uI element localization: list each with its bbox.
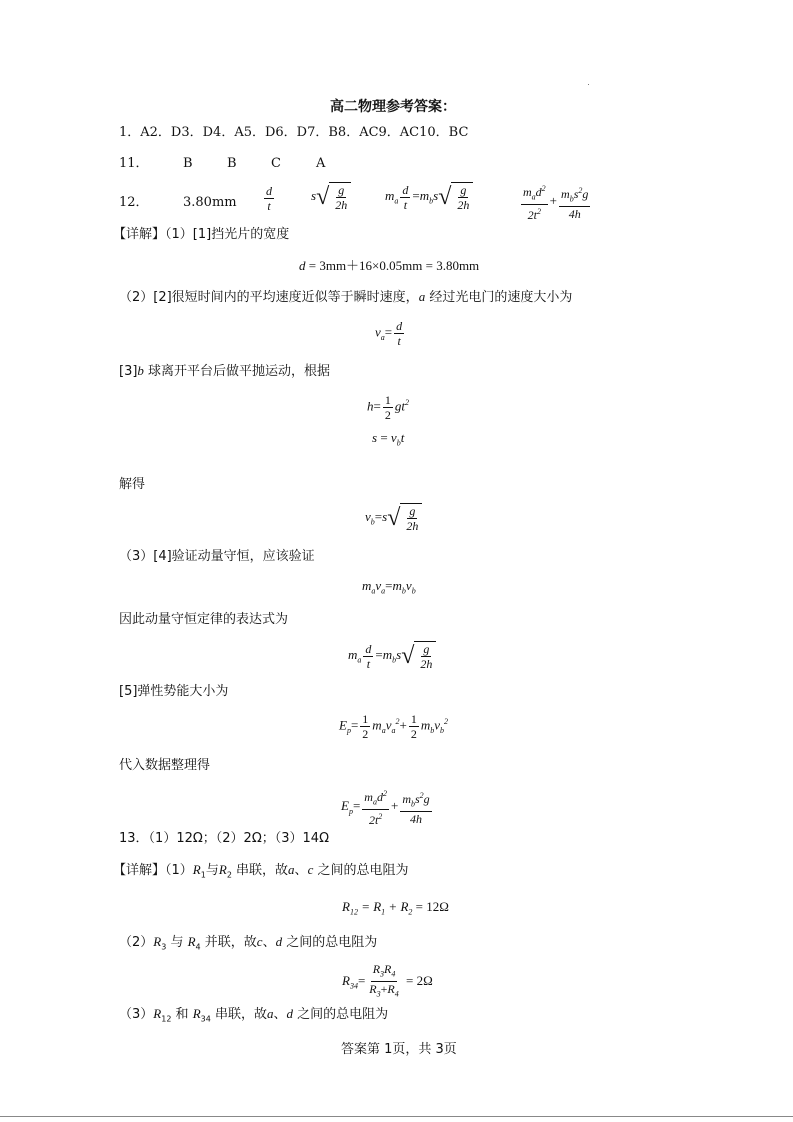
frac-numerator: 1 <box>410 712 417 726</box>
eq-d-rhs: = 3mm＋16×0.05mm = 3.80mm <box>308 258 480 273</box>
var-R: R <box>372 962 381 976</box>
sub-a: a <box>531 192 536 202</box>
text: 并联，故 <box>200 935 257 950</box>
var-s: s <box>382 508 388 524</box>
sub-b: b <box>392 655 397 665</box>
exponent: 2 <box>378 812 383 822</box>
var-s: s <box>396 646 402 662</box>
sub-12: 12 <box>349 907 358 917</box>
sub-12: 12 <box>161 1014 172 1024</box>
detail-4-line: （3）[4]验证动量守恒，应该验证 <box>119 549 315 564</box>
var-E: E <box>339 717 347 733</box>
eq-r12 <box>342 899 449 917</box>
sub-a: a <box>391 726 396 736</box>
frac-denominator: 2h <box>420 657 433 671</box>
sub-a: a <box>381 586 386 596</box>
var-R: R <box>187 934 196 949</box>
exponent: 2 <box>395 717 400 727</box>
frac-denominator: 2h <box>457 198 470 212</box>
eq-s <box>372 430 404 448</box>
frac-denominator: t <box>366 656 371 671</box>
q12-answer-2 <box>262 184 276 213</box>
var-m: m <box>420 717 431 733</box>
detail-label: 【详解】 <box>113 863 166 878</box>
text: 串联，故 <box>231 863 289 878</box>
var-m: m <box>348 646 358 662</box>
sub-1: 1 <box>381 907 386 917</box>
var-v: v <box>405 578 412 593</box>
detail-prefix: （3） <box>119 1007 154 1022</box>
page-title: 高二物理参考答案： <box>330 99 456 115</box>
sub-4: 4 <box>391 969 396 979</box>
plus-sign: + <box>399 717 407 733</box>
frac-numerator: 1 <box>362 712 369 726</box>
frac-numerator: 1 <box>384 393 391 407</box>
eq-ep <box>339 712 448 741</box>
separator: 、 <box>273 1007 287 1022</box>
eq-r34 <box>342 962 433 1002</box>
frac-denominator: 2 <box>362 727 369 741</box>
equals-sign: = <box>412 187 420 203</box>
var-s: s <box>311 187 317 203</box>
var-v: v <box>375 578 382 593</box>
frac-numerator: g <box>460 183 467 197</box>
sub-3: 3 <box>376 989 381 999</box>
text: = R <box>361 899 382 914</box>
eq-d-width <box>299 255 479 274</box>
sub-a: a <box>371 586 376 596</box>
frac-numerator: g <box>423 642 430 656</box>
equals-sign: = <box>373 398 381 414</box>
q11-answer-3: C <box>271 156 281 171</box>
var-m: m <box>402 791 411 806</box>
detail-13-1-line <box>113 861 408 885</box>
separator: 、 <box>294 863 308 878</box>
var-s: s <box>372 430 378 445</box>
var-v: v <box>390 430 397 445</box>
var-d: d <box>286 1006 293 1021</box>
exponent: 2 <box>404 398 409 408</box>
detail-1-line <box>113 226 289 244</box>
var-a: a <box>418 289 426 304</box>
plus-sign: + <box>549 193 558 209</box>
var-a: a <box>288 862 295 877</box>
exponent: 2 <box>443 717 448 727</box>
mc-answers-line: 1．A2．D3．D4．A5．D6．D7．B8．AC9．AC10．BC <box>119 125 469 140</box>
detail-label: 【详解】 <box>113 227 166 242</box>
equals-sign: = <box>375 646 383 662</box>
var-c: c <box>307 862 314 877</box>
equals-sign: = <box>374 508 383 524</box>
equals-sign: = <box>380 430 388 445</box>
sub-a: a <box>394 196 399 206</box>
exponent: 2 <box>382 789 387 798</box>
var-t: t <box>400 430 405 445</box>
var-m: m <box>382 646 393 662</box>
plus-sign: + <box>390 798 399 814</box>
equals-sign: = <box>384 324 393 340</box>
connector: 与 <box>166 935 188 950</box>
jiede-line: 解得 <box>119 477 146 492</box>
var-R: R <box>384 962 392 976</box>
detail-6-line: [5]弹性势能大小为 <box>119 684 229 699</box>
detail-3-line <box>119 362 330 381</box>
frac-denominator: 2t <box>527 208 537 223</box>
var-v: v <box>375 324 381 340</box>
var-R: R <box>342 899 350 914</box>
frac-denominator: 2h <box>335 198 348 212</box>
var-g: g <box>582 186 589 201</box>
eq-law: $m_a$ $\frac{d}{t}$ $=m_bs$ √ $\frac{g}{2h}$ <box>348 641 436 671</box>
q12-answer-4: $m_a$ $\frac{d}{t}$ $=m_bs$ √ $\frac{g}{2h}$ <box>385 182 473 212</box>
sub-b: b <box>411 586 416 596</box>
var-d: d <box>535 185 542 199</box>
frac-denominator: 4h <box>409 811 422 826</box>
result: = 2Ω <box>406 972 433 988</box>
eq-ep2 <box>341 787 434 827</box>
sub-3: 3 <box>161 942 167 952</box>
var-m: m <box>372 717 382 733</box>
equals-sign: = <box>350 717 359 733</box>
q11-answer-4: A <box>316 156 326 171</box>
detail-13-3-line <box>119 1005 388 1029</box>
connector: 与 <box>205 863 219 878</box>
sub-b: b <box>439 726 444 736</box>
var-R: R <box>387 982 395 997</box>
frac-denominator: 2 <box>410 727 417 741</box>
var-s: s <box>414 791 420 806</box>
plus-sign: + <box>380 982 388 997</box>
frac-denominator: 2t <box>368 813 379 828</box>
var-m: m <box>385 187 395 203</box>
frac-numerator: g <box>409 504 416 518</box>
detail-7-line: 代入数据整理得 <box>119 758 211 773</box>
var-v: v <box>365 508 371 524</box>
eq-va <box>375 319 406 348</box>
sub-b: b <box>370 517 375 527</box>
sub-a: a <box>380 333 385 343</box>
sub-1: 1 <box>200 870 206 880</box>
frac-numerator: d <box>396 319 403 333</box>
sub-b: b <box>401 586 406 596</box>
sub-b: b <box>410 798 415 808</box>
frac-denominator: t <box>397 334 401 348</box>
q11-answer-1: B <box>183 156 193 171</box>
q13-answers-line: 13．（1）12Ω；（2）2Ω；（3）14Ω <box>119 831 330 846</box>
exponent: 2 <box>419 790 424 800</box>
var-R: R <box>218 862 227 877</box>
detail-prefix: （1） <box>165 863 193 878</box>
result: = 12Ω <box>415 899 449 914</box>
text: 之间的总电阻为 <box>313 863 409 878</box>
q12-answer-5: $\frac{m_ad^2}{2t^2}$ + $\frac{m_bs^2g}{4h}$ <box>523 184 589 223</box>
connector: 和 <box>171 1007 193 1022</box>
detail-5-line: 因此动量守恒定律的表达式为 <box>119 612 289 627</box>
sub-b: b <box>569 193 574 203</box>
sub-b: b <box>429 196 434 206</box>
var-s: s <box>433 187 439 203</box>
p2-rest: 经过光电门的速度大小为 <box>425 290 573 305</box>
var-R: R <box>192 1006 201 1021</box>
detail-2-line <box>119 288 572 307</box>
eq-momentum <box>362 578 416 596</box>
var-a: a <box>266 1006 274 1021</box>
detail-text: （1）[1]挡光片的宽度 <box>165 227 290 242</box>
var-h: h <box>367 398 374 414</box>
separator: 、 <box>262 935 276 950</box>
frac-denominator: t <box>267 199 271 213</box>
p3-rest: 球离开平台后做平抛运动，根据 <box>143 364 331 379</box>
q12-number: 12． <box>119 195 149 210</box>
var-R: R <box>153 934 162 949</box>
bottom-divider <box>0 1116 793 1117</box>
sub-p: p <box>348 806 353 816</box>
var-c: c <box>256 934 263 949</box>
var-m: m <box>523 185 532 199</box>
sub-34: 34 <box>349 981 358 991</box>
text: 串联，故 <box>210 1007 267 1022</box>
text: 之间的总电阻为 <box>292 1007 389 1022</box>
var-m: m <box>561 186 570 201</box>
q11-number: 11． <box>119 156 149 171</box>
var-v: v <box>385 717 392 733</box>
frac-numerator: d <box>402 182 409 197</box>
eq-h <box>367 393 409 422</box>
var-g: g <box>423 791 430 806</box>
var-s: s <box>573 186 579 201</box>
var-E: E <box>341 798 349 814</box>
frac-numerator: d <box>266 184 272 198</box>
var-v: v <box>434 717 440 733</box>
q12-answer-3: s √ $\frac{g}{2h}$ <box>311 182 351 212</box>
sub-a: a <box>381 726 386 736</box>
var-d: d <box>299 258 306 273</box>
var-R: R <box>342 972 350 988</box>
frac-denominator: 4h <box>568 206 581 221</box>
sub-b: b <box>396 438 401 448</box>
var-b: b <box>137 363 144 378</box>
var-R: R <box>369 982 377 997</box>
frac-denominator: 2 <box>384 408 391 422</box>
frac-denominator: 2h <box>406 519 419 533</box>
var-m: m <box>362 578 372 593</box>
equals-sign: = <box>385 578 393 593</box>
p2-text: （2）[2]很短时间内的平均速度近似等于瞬时速度， <box>119 290 419 305</box>
sub-2: 2 <box>226 870 232 880</box>
sub-b: b <box>430 726 435 736</box>
scan-dot <box>588 84 589 85</box>
frac-numerator: d <box>365 641 372 656</box>
var-m: m <box>392 578 402 593</box>
q11-answer-2: B <box>227 156 237 171</box>
sub-2: 2 <box>408 907 413 917</box>
frac-denominator: t <box>403 197 408 212</box>
sub-p: p <box>346 726 351 736</box>
page-footer: 答案第 1页，共 3页 <box>341 1042 457 1057</box>
var-R: R <box>192 862 201 877</box>
var-d: d <box>376 790 383 804</box>
eq-vb: $v_b=s$ √ $\frac{g}{2h}$ <box>365 503 422 533</box>
p3-pre: [3] <box>119 364 138 379</box>
frac-numerator: g <box>338 183 345 197</box>
var-d: d <box>275 934 283 949</box>
detail-13-2-line <box>119 933 377 957</box>
var-m: m <box>364 790 373 804</box>
var-m: m <box>419 187 430 203</box>
var-R: R <box>153 1006 162 1021</box>
sub-a: a <box>357 655 362 665</box>
sub-3: 3 <box>380 969 385 979</box>
q12-answer-1: 3.80mm <box>183 195 237 210</box>
text: 之间的总电阻为 <box>282 935 378 950</box>
sub-a: a <box>372 797 377 807</box>
var-gt: gt <box>394 398 405 414</box>
detail-prefix: （2） <box>119 935 154 950</box>
sub-34: 34 <box>200 1014 211 1024</box>
equals-sign: = <box>352 798 361 814</box>
equals-sign: = <box>357 972 366 988</box>
sub-4: 4 <box>195 942 201 952</box>
text: + R <box>388 899 409 914</box>
sub-4: 4 <box>394 989 399 999</box>
